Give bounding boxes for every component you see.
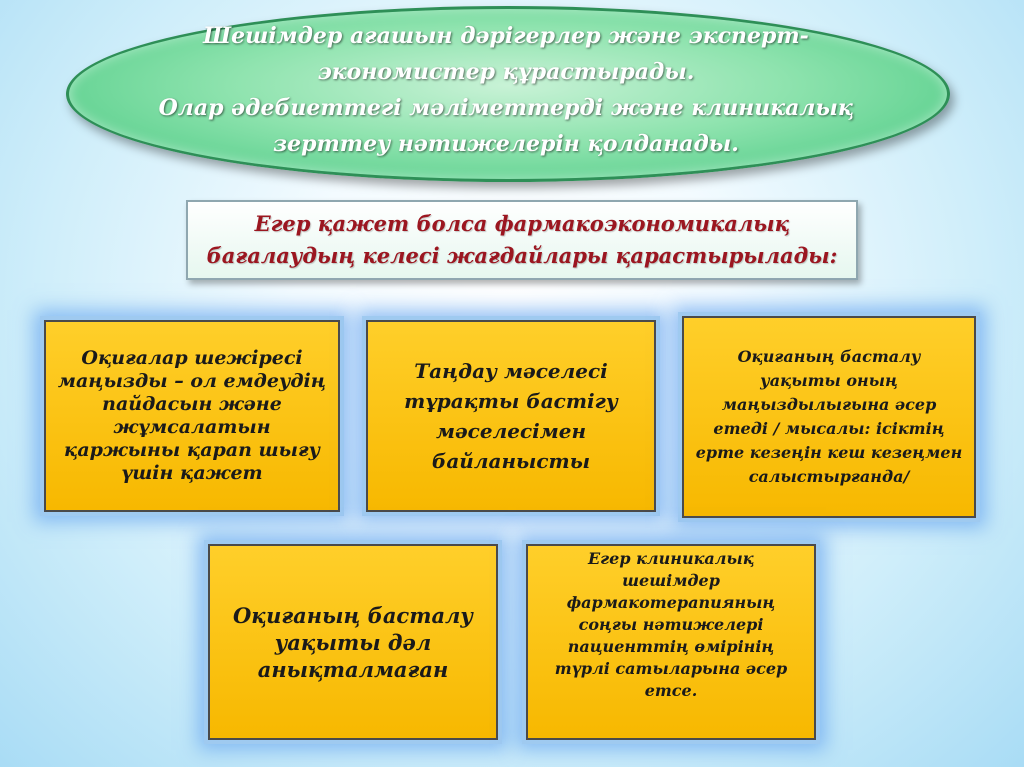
box-line: қаржыны қарап шығу bbox=[63, 439, 321, 461]
box-line: мәселесімен bbox=[435, 419, 587, 443]
box-line: Оқиғалар шежіресі bbox=[81, 347, 303, 369]
box-line: пайдасын және bbox=[102, 393, 282, 415]
header-line: экономистер құрастырады. bbox=[317, 59, 695, 85]
case-box-onset-undefined bbox=[208, 544, 498, 740]
box-line: фармакотерапияның bbox=[566, 593, 776, 612]
box-line: Оқиғаның басталу bbox=[233, 602, 473, 628]
box-line: Оқиғаның басталу bbox=[737, 347, 921, 366]
subtitle-line: бағалаудың келесі жағдайлары қарастырылады: bbox=[206, 243, 838, 268]
box-line: уақыты дәл bbox=[274, 629, 432, 655]
header-line: зерттеу нәтижелерін қолданады. bbox=[273, 131, 739, 157]
case-box-clinical-decisions bbox=[526, 544, 816, 740]
box-line: салыстырғанда/ bbox=[748, 467, 910, 486]
box-line: уақыты оның bbox=[760, 371, 898, 390]
case-box-event-history bbox=[44, 320, 340, 512]
box-line: пациенттің өмірінің bbox=[567, 637, 775, 656]
case-box-choice-problem bbox=[366, 320, 656, 512]
box-line: етсе. bbox=[644, 681, 698, 700]
box-line: Егер клиникалық bbox=[587, 549, 755, 568]
box-line: шешімдер bbox=[622, 571, 720, 590]
box-line: жұмсалатын bbox=[113, 416, 271, 438]
box-line: тұрақты бастігу bbox=[404, 389, 618, 413]
case-box-onset-importance bbox=[682, 316, 976, 518]
box-line: байланысты bbox=[431, 449, 591, 473]
header-line: Олар әдебиеттегі мәліметтерді және клиникалық bbox=[158, 95, 854, 121]
box-line: ерте кезеңін кеш кезеңмен bbox=[695, 443, 963, 462]
box-line: етеді / мысалы: ісіктің bbox=[713, 419, 945, 438]
subtitle-box bbox=[186, 200, 858, 280]
subtitle-line: Егер қажет болса фармакоэкономикалық bbox=[254, 211, 790, 236]
box-line: соңғы нәтижелері bbox=[578, 615, 764, 634]
box-line: маңыздылығына әсер bbox=[721, 395, 937, 414]
box-line: түрлі сатыларына әсер bbox=[554, 659, 788, 678]
box-line: анықталмаған bbox=[257, 656, 449, 682]
header-text bbox=[96, 18, 916, 162]
box-line: үшін қажет bbox=[121, 462, 263, 484]
box-line: маңызды – ол емдеудің bbox=[57, 370, 327, 392]
header-line: Шешімдер ағашын дәрігерлер және эксперт- bbox=[203, 23, 809, 49]
box-line: Таңдау мәселесі bbox=[414, 359, 608, 383]
